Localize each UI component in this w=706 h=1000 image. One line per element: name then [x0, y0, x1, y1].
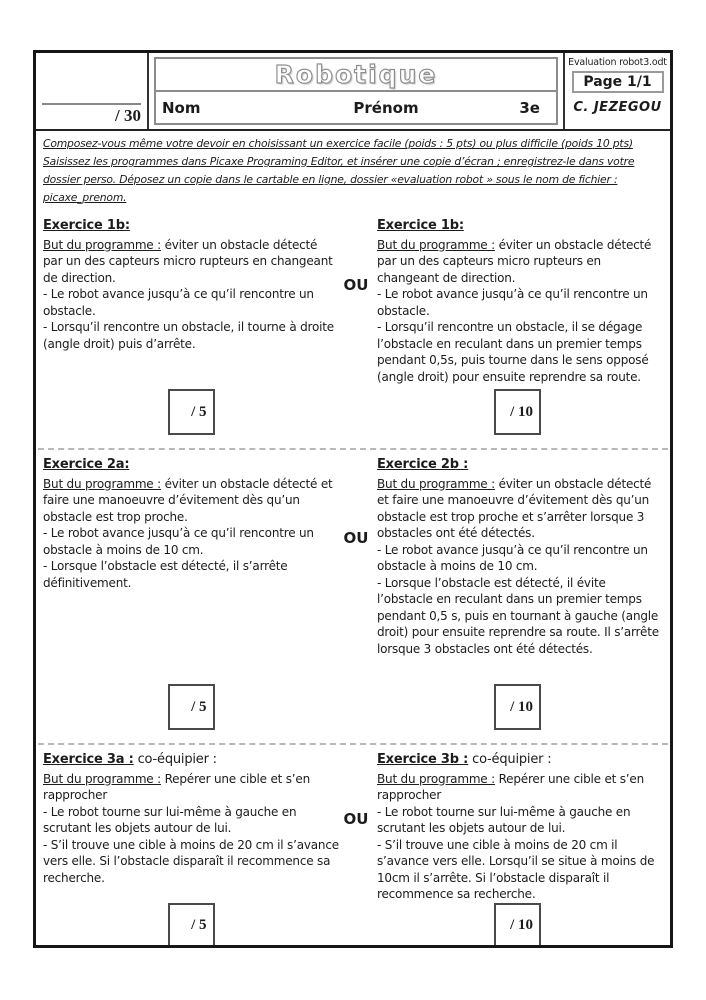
goal-paragraph — [43, 237, 339, 287]
exercise-title — [377, 218, 662, 235]
author-name: C. JEZEGOU — [573, 100, 662, 115]
exercise-1b-easy — [43, 218, 339, 389]
goal-paragraph — [43, 476, 339, 526]
exercise-title-text: Exercice 1b: — [377, 218, 464, 233]
bullet: - Lorsqu’il rencontre un obstacle, il tourne à droite (angle droit) puis d’arrête. — [43, 320, 334, 351]
title-box — [154, 57, 558, 125]
exercise-title — [377, 457, 662, 474]
exercise-2b-hard — [373, 457, 662, 684]
bullet: - Le robot avance jusqu’à ce qu’il rencontre un obstacle. — [377, 287, 648, 318]
exercise-section-2 — [36, 452, 670, 741]
header-table — [36, 53, 670, 131]
goal-paragraph — [377, 476, 662, 542]
bullet: - Lorsque l’obstacle est détecté, il évite l’obstacle en reculant dans un premier temps pendant 0,5 s, puis en tournant à gauche (angle droit) pour ensuite reprendre sa route. Il s’arrête lorsque 3 obstacles ont été détectés. — [377, 575, 659, 656]
bullet: - S’il trouve une cible à moins de 20 cm il s’avance vers elle. Lorsqu’il se situe à moins de 10cm il s’arrête. Si l’obstacle disparaît il recommence sa recherche. — [377, 837, 655, 901]
exercise-section-1 — [36, 213, 670, 446]
or-label: OU — [343, 276, 369, 294]
exercise-1b-hard — [373, 218, 662, 389]
exercise-title — [43, 752, 339, 769]
total-score-cell — [36, 53, 149, 129]
or-divider — [339, 218, 373, 389]
exercise-title — [43, 457, 339, 474]
goal-label: But du programme : — [377, 476, 495, 491]
goal-label: But du programme : — [43, 771, 161, 786]
title-cell — [149, 53, 563, 129]
goal-paragraph — [43, 771, 339, 804]
exercise-title — [43, 218, 339, 235]
instructions-line: Saisissez les programmes dans Picaxe Programing Editor, et insérer une copie d’écran ; enregistrez-le dans votre — [43, 155, 635, 168]
page-number-box: Page 1/1 — [572, 71, 664, 93]
exercise-title-text: Exercice 2b : — [377, 457, 469, 472]
dashed-separator — [38, 743, 668, 745]
goal-label: But du programme : — [377, 771, 495, 786]
exercise-title-text: Exercice 2a: — [43, 457, 130, 472]
score-box-5: / 5 — [168, 903, 215, 949]
bullet: - S’il trouve une cible à moins de 20 cm il s’avance vers elle. Si l’obstacle disparaît il recommence sa recherche. — [43, 837, 339, 885]
bullet: - Lorsqu’il rencontre un obstacle, il se dégage l’obstacle en reculant dans un premier temps pendant 0,5s, puis tourne dans le sens opposé (angle droit) pour ensuite reprendre sa route. — [377, 320, 649, 384]
goal-text: Repérer une cible et s’en rapprocher — [377, 771, 645, 802]
exercises-area — [36, 213, 670, 948]
meta-cell — [563, 53, 670, 129]
bullet: - Lorsque l’obstacle est détecté, il s’arrête définitivement. — [43, 559, 288, 590]
goal-paragraph — [377, 771, 662, 804]
or-label: OU — [343, 529, 369, 547]
bullet: - Le robot avance jusqu’à ce qu’il rencontre un obstacle à moins de 10 cm. — [377, 542, 648, 573]
exercise-2a-easy — [43, 457, 339, 684]
bullet: - Le robot avance jusqu’à ce qu’il rencontre un obstacle. — [43, 287, 314, 318]
bullet: - Le robot tourne sur lui-même à gauche en scrutant les objets autour de lui. — [377, 804, 631, 835]
exercise-section-3 — [36, 747, 670, 948]
or-divider — [339, 752, 373, 903]
instructions-line: Composez-vous même votre devoir en choisissant un exercice facile (poids : 5 pts) ou plus difficile (poids 10 pts) — [43, 137, 633, 150]
or-divider — [339, 457, 373, 684]
exercise-title-text: Exercice 3a : — [43, 752, 134, 767]
page-title: Robotique — [156, 59, 556, 92]
goal-text: Repérer une cible et s’en rapprocher — [43, 771, 311, 802]
instructions-line: picaxe_prenom. — [43, 191, 127, 204]
score-underline — [42, 103, 141, 105]
goal-text: éviter un obstacle détecté par un des capteurs micro rupteurs en changeant de direction. — [43, 237, 333, 285]
bullet: - Le robot avance jusqu’à ce qu’il rencontre un obstacle à moins de 10 cm. — [43, 526, 314, 557]
firstname-label: Prénom — [353, 98, 419, 117]
score-box-10: / 10 — [494, 389, 541, 435]
file-name: Evaluation robot3.odt — [568, 57, 667, 68]
exercise-title-text: Exercice 1b: — [43, 218, 130, 233]
name-label: Nom — [162, 98, 201, 117]
score-box-5: / 5 — [168, 684, 215, 730]
student-row — [156, 92, 556, 123]
goal-text: éviter un obstacle détecté et faire une manoeuvre d’évitement dès qu’un obstacle est trop proche et s’arrêter lorsque 3 obstacles ont été détectés. — [377, 476, 652, 540]
score-box-10: / 10 — [494, 903, 541, 949]
dashed-separator — [38, 448, 668, 450]
goal-text: éviter un obstacle détecté par un des capteurs micro rupteurs en changeant de direction. — [377, 237, 652, 285]
or-label: OU — [343, 810, 369, 828]
exercise-3a-easy — [43, 752, 339, 903]
exercise-title-suffix: co-équipier : — [133, 752, 217, 767]
score-box-5: / 5 — [168, 389, 215, 435]
exercise-3b-hard — [373, 752, 662, 903]
goal-text: éviter un obstacle détecté et faire une manoeuvre d’évitement dès qu’un obstacle est trop proche. — [43, 476, 333, 524]
goal-label: But du programme : — [43, 476, 161, 491]
score-box-10: / 10 — [494, 684, 541, 730]
exercise-title-suffix: co-équipier : — [468, 752, 552, 767]
instructions-paragraph — [36, 131, 670, 213]
instructions-line: dossier perso. Déposez un copie dans le cartable en ligne, dossier «evaluation robot » sous le nom de fichier : — [43, 173, 618, 186]
exercise-title — [377, 752, 662, 769]
total-score: / 30 — [115, 106, 141, 125]
goal-paragraph — [377, 237, 662, 287]
exercise-title-text: Exercice 3b : — [377, 752, 469, 767]
bullet: - Le robot tourne sur lui-même à gauche en scrutant les objets autour de lui. — [43, 804, 297, 835]
goal-label: But du programme : — [43, 237, 161, 252]
worksheet-page — [33, 50, 673, 948]
goal-label: But du programme : — [377, 237, 495, 252]
grade-label: 3e — [519, 98, 540, 117]
